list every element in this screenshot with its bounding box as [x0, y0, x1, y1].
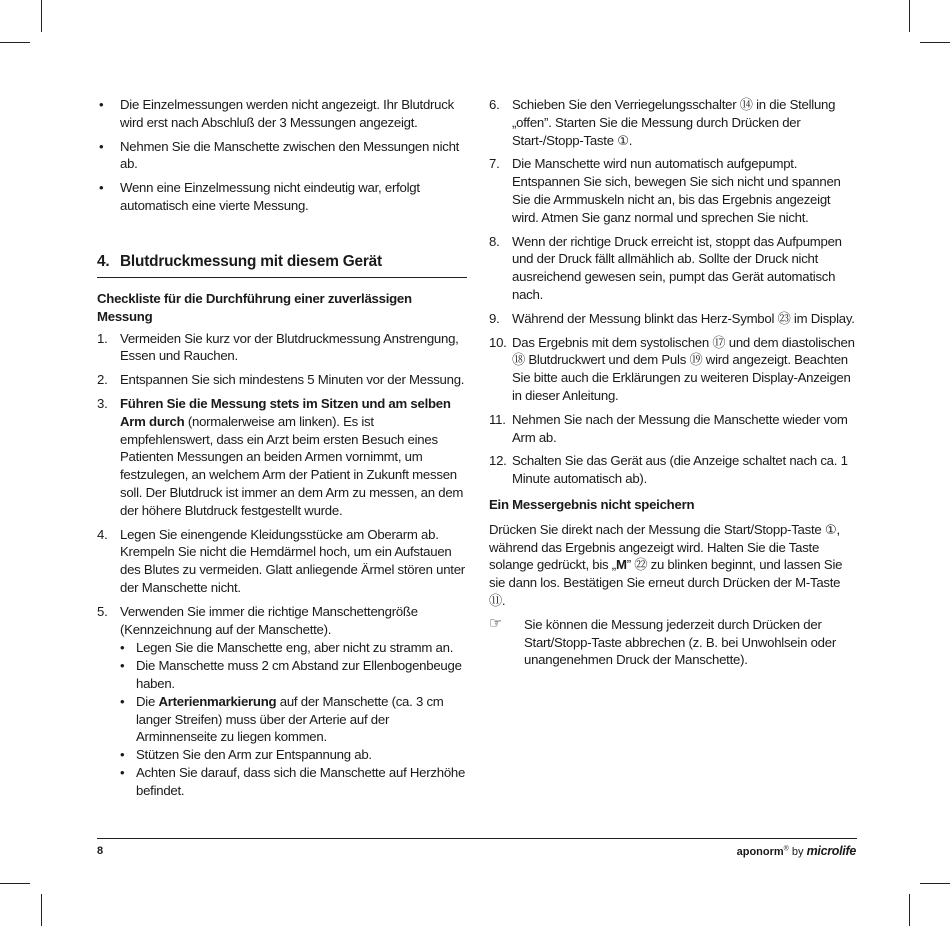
step-item	[97, 395, 469, 520]
sub-bullet-text: Achten Sie darauf, dass sich die Manschette auf Herzhöhe befindet.	[136, 764, 466, 798]
step-number: 9.	[489, 310, 500, 326]
no-save-heading: Ein Messergebnis nicht speichern	[489, 496, 695, 512]
step-number: 11.	[489, 411, 506, 427]
bullet-icon: •	[99, 180, 104, 196]
crop-mark	[0, 42, 30, 43]
step-number: 4.	[97, 526, 108, 542]
step-text: Die Manschette wird nun automatisch aufgepumpt. Entspannen Sie sich, bewegen Sie sich nicht und spannen Sie die Armmuskeln nicht an, bis das Ergebnis angezeigt wird. Atmen Sie ganz normal und sprechen Sie nicht.	[512, 156, 841, 225]
step-text: (normalerweise am linken). Es ist empfehlenswert, dass ein Arzt beim ersten Besuch eines Patienten Messungen an beiden Armen vornimmt, um festzulegen, an welchem Arm der Patient in Zukunft messen soll. Der Blutdruck ist immer an dem Arm zu messen, an dem der höhere Blutdruck festgestellt wurde.	[120, 413, 464, 518]
checklist	[97, 290, 469, 806]
sub-bullet-item	[120, 746, 469, 764]
step-item	[489, 96, 857, 149]
bullet-text: Nehmen Sie die Manschette zwischen den Messungen nicht ab.	[120, 138, 460, 172]
step-item	[97, 603, 469, 800]
sub-bullet-text: Die Manschette muss 2 cm Abstand zur Ellenbogenbeuge haben.	[136, 658, 462, 691]
step-item	[489, 411, 857, 447]
step-number: 2.	[97, 372, 108, 388]
step-sub-list	[120, 639, 469, 799]
step-number: 5.	[97, 603, 108, 619]
step-text: Während der Messung blinkt das Herz-Symbol ㉓ im Display.	[512, 310, 855, 326]
footer-divider	[97, 838, 857, 839]
bullet-text: Die Einzelmessungen werden nicht angezeigt. Ihr Blutdruck wird erst nach Abschluß der 3 Messungen angezeigt.	[120, 97, 454, 130]
note-item	[489, 616, 857, 669]
brand-by: by	[791, 846, 804, 858]
step-item	[489, 155, 857, 226]
no-save-text: Drücken Sie direkt nach der Messung die Start/Stopp-Taste ①, während das Ergebnis angezeigt wird. Halten Sie die Taste solange gedrückt, bis „	[489, 521, 840, 573]
step-item	[489, 233, 857, 304]
crop-mark	[0, 883, 30, 884]
step-text: Vermeiden Sie kurz vor der Blutdruckmessung Anstrengung, Essen und Rauchen.	[120, 330, 459, 364]
bullet-icon: •	[120, 693, 125, 709]
note-text: Sie können die Messung jederzeit durch Drücken der Start/Stopp-Taste abbrechen (z. B. bei Unwohlsein oder unangenehmen Druck der Manschette).	[524, 616, 836, 668]
sub-bullet-text: Legen Sie die Manschette eng, aber nicht zu stramm an.	[136, 640, 454, 656]
no-save-paragraph	[489, 521, 857, 610]
step-number: 7.	[489, 156, 500, 172]
step-number: 6.	[489, 97, 500, 112]
sub-bullet-item	[120, 693, 469, 746]
bullet-icon: •	[120, 764, 125, 780]
bullet-text: Wenn eine Einzelmessung nicht eindeutig war, erfolgt automatisch eine vierte Messung.	[120, 180, 420, 213]
step-item	[489, 310, 857, 328]
crop-mark	[920, 883, 950, 884]
step-text: Nehmen Sie nach der Messung die Manschette wieder vom Arm ab.	[512, 411, 848, 445]
brand-name: aponorm	[736, 846, 784, 858]
sub-bullet-item	[120, 764, 469, 800]
bullet-item	[97, 179, 469, 215]
step-text: Verwenden Sie immer die richtige Manschettengröße (Kennzeichnung auf der Manschette).	[120, 603, 418, 637]
sub-bullet-bold: Arterienmarkierung	[158, 693, 277, 709]
step-text: Das Ergebnis mit dem systolischen ⑰ und dem diastolischen ⑱ Blutdruckwert und dem Puls ⑲ wird angezeigt. Beachten Sie bitte auch die Erklärungen zu weiteren Display-Anzeigen in dieser Anleitung.	[512, 334, 855, 403]
bullet-item	[97, 138, 469, 174]
memory-symbol: M	[615, 557, 627, 573]
crop-mark	[41, 0, 42, 32]
bullet-icon: •	[120, 747, 125, 763]
bullet-icon: •	[120, 640, 125, 656]
step-item	[97, 330, 469, 366]
crop-mark	[909, 894, 910, 926]
no-save-text: ” ㉒ zu blinken beginnt, und lassen Sie sie dann los. Bestätigen Sie erneut durch Drücken der M-Taste ⑪.	[489, 557, 843, 608]
sub-bullet-text: Die	[136, 693, 159, 709]
crop-mark	[909, 0, 910, 32]
page-number: 8	[97, 845, 104, 857]
step-item	[489, 452, 857, 488]
bullet-icon: •	[120, 658, 125, 674]
registered-mark: ®	[783, 845, 789, 853]
crop-mark	[920, 42, 950, 43]
bullet-item	[97, 96, 469, 132]
bullet-icon: •	[99, 97, 104, 112]
step-text: Entspannen Sie sich mindestens 5 Minuten vor der Messung.	[120, 372, 465, 388]
sub-bullet-text: auf der Manschette (ca. 3 cm langer Streifen) muss über der Arterie auf der Arminnenseite zu liegen kommen.	[136, 693, 444, 745]
bullet-icon: •	[99, 138, 104, 154]
pointing-hand-icon: ☞	[489, 614, 503, 632]
step-text: Legen Sie einengende Kleidungsstücke am Oberarm ab. Krempeln Sie nicht die Hemdärmel hoch, um ein Aufstauen des Blutes zu vermeiden. Glatt anliegende Ärmel stören unter der Manschette nicht.	[120, 526, 465, 595]
sub-bullet-item	[120, 639, 469, 657]
step-item	[97, 526, 469, 597]
crop-mark	[41, 894, 42, 926]
right-column	[489, 96, 857, 669]
sub-bullet-text: Stützen Sie den Arm zur Entspannung ab.	[136, 747, 372, 763]
step-text: Schieben Sie den Verriegelungsschalter ⑭ in die Stellung „offen”. Starten Sie die Messung durch Drücken der Start-/Stopp-Taste ①.	[512, 97, 836, 148]
step-text: Schalten Sie das Gerät aus (die Anzeige schaltet nach ca. 1 Minute automatisch ab).	[512, 453, 848, 487]
left-bullets	[97, 96, 469, 221]
sub-bullet-item	[120, 657, 469, 693]
section-number: 4.	[97, 253, 110, 270]
checklist-title: Checkliste für die Durchführung einer zuverlässigen Messung	[97, 291, 412, 324]
step-item	[489, 334, 857, 405]
step-number: 8.	[489, 233, 500, 249]
step-number: 10.	[489, 334, 507, 350]
step-bold-text: Führen Sie die Messung stets im Sitzen und am selben Arm durch	[120, 395, 451, 429]
section-title: Blutdruckmessung mit diesem Gerät	[120, 253, 382, 270]
step-text: Wenn der richtige Druck erreicht ist, stoppt das Aufpumpen und der Druck fällt allmählich ab. Sollte der Druck nicht ausreichend gewesen sein, pumpt das Gerät automatisch nach.	[512, 233, 842, 302]
brand-logo	[737, 844, 856, 858]
step-number: 12.	[489, 453, 507, 469]
brand-maker: microlife	[806, 844, 856, 858]
step-number: 1.	[97, 330, 108, 346]
step-item	[97, 371, 469, 389]
step-number: 3.	[97, 395, 108, 411]
section-heading	[97, 253, 467, 278]
